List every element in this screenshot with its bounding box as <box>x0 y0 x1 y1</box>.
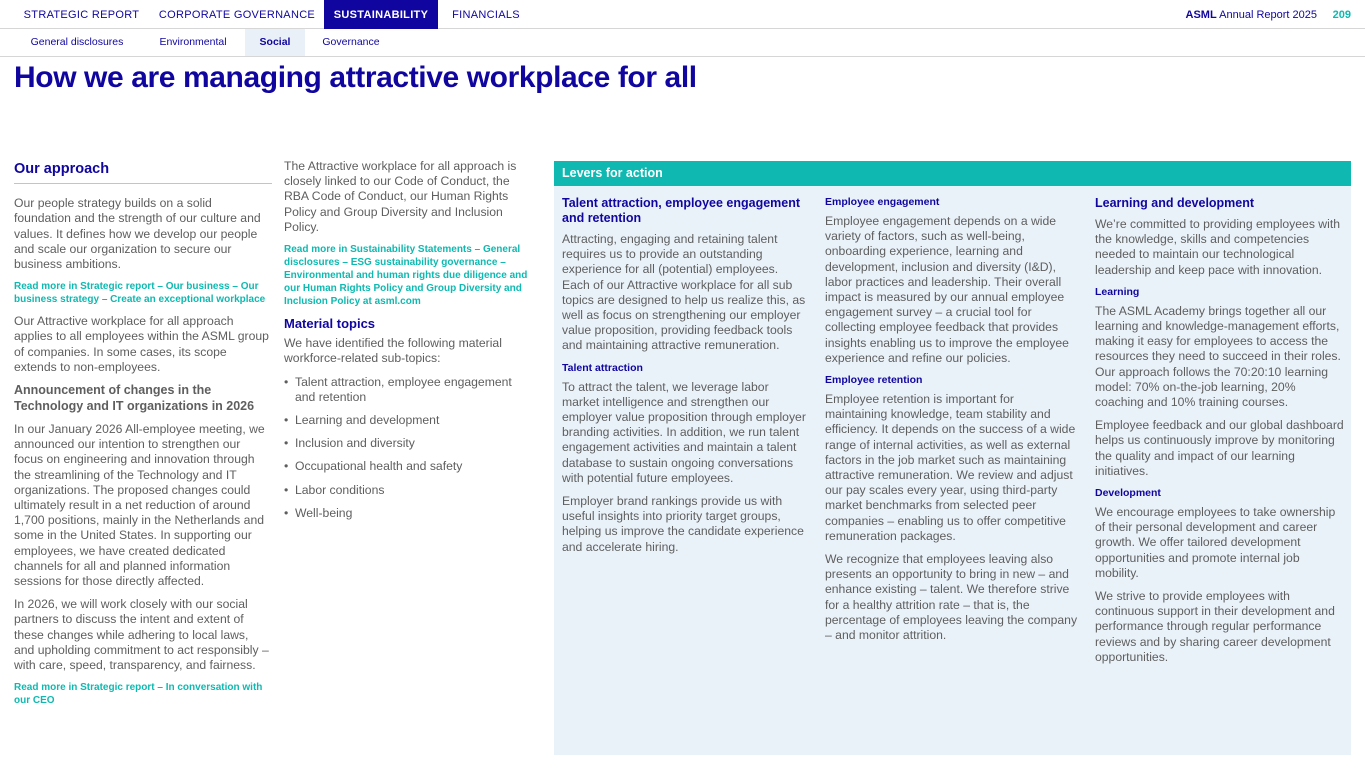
learning-paragraph: Employee feedback and our global dashboard helps us continuously improve by monitoring the quality and impact of our learning initiatives. <box>1095 418 1344 478</box>
announcement-heading: Announcement of changes in the Technology and IT organizations in 2026 <box>14 383 255 413</box>
subtab-governance[interactable]: Governance <box>322 36 380 48</box>
employee-engagement-subheading: Employee engagement <box>825 196 940 208</box>
approach-paragraph: In 2026, we will work closely with our social partners to discuss the intent and extent of these changes while adhering to local laws, and upholding commitment to act responsibly – with care, speed, transparency, and fairness. <box>14 597 269 673</box>
report-name: Annual Report 2025 <box>1219 9 1317 21</box>
approach-heading: Our approach <box>14 162 272 184</box>
employee-retention-subheading: Employee retention <box>825 374 923 387</box>
list-item: • Well-being <box>284 506 532 521</box>
talent-paragraph: To attract the talent, we leverage labor market intelligence and strengthen our employer value proposition through employer branding activities. In addition, we run talent engagement activities and maintain a talent database to sustain ongoing conversations with potential future employees. <box>562 379 806 485</box>
talent-paragraph: Employer brand rankings provide us with useful insights into priority target groups, helping us improve the candidate experience and accelerate hiring. <box>562 494 804 554</box>
talent-attraction-subheading: Talent attraction <box>562 361 643 374</box>
material-topics-list <box>284 375 532 521</box>
learning-column <box>1095 196 1345 673</box>
learning-paragraph: The ASML Academy brings together all our learning and knowledge-management efforts, making it easy for employees to access the resources they need to succeed in their roles. Our approach follows the 70:20:10 learning model: 70% on-the-job learning, 20% coaching and 10% training courses. <box>1095 303 1341 410</box>
approach-paragraph: Our people strategy builds on a solid foundation and the strength of our culture and values. It defines how we develop our people and scale our organization to secure our business ambitions. <box>14 196 261 272</box>
list-item: • Learning and development <box>284 413 532 428</box>
tab-financials[interactable]: FINANCIALS <box>452 9 520 21</box>
subtab-general-disclosures[interactable]: General disclosures <box>30 36 124 48</box>
levers-panel <box>554 161 1351 755</box>
read-more-link[interactable]: Read more in Sustainability Statements – General disclosures – ESG sustainability governance – Environmental and human rights due diligence and our Human Rights Policy and Group Diversity and Inclusion Policy at asml.com <box>284 244 528 308</box>
levers-heading: Levers for action <box>554 161 1351 186</box>
tab-corporate-governance[interactable]: CORPORATE GOVERNANCE <box>158 9 316 21</box>
learning-subheading: Learning <box>1095 285 1140 298</box>
development-paragraph: We encourage employees to take ownership of their personal development and career growth. We offer tailored development opportunities and promote internal job mobility. <box>1095 505 1336 580</box>
top-navigation <box>0 0 1365 29</box>
read-more-link[interactable]: Read more in Strategic report – In conversation with our CEO <box>14 682 263 707</box>
subtab-environmental[interactable]: Environmental <box>159 36 227 48</box>
approach-column <box>14 162 272 715</box>
engagement-paragraph: Employee engagement depends on a wide variety of factors, such as well-being, onboarding experience, learning and development, inclusion and diversity (I&D), labor practices and leadership. Their overall impact is measured by our annual employee engagement survey – a crucial tool for collecting employee feedback that provides insights enabling us to improve the employee experience and refine our policies. <box>825 214 1069 365</box>
development-subheading: Development <box>1095 487 1161 500</box>
list-item: • Inclusion and diversity <box>284 436 532 451</box>
material-topics-heading: Material topics <box>284 316 376 332</box>
policy-paragraph: The Attractive workplace for all approach is closely linked to our Code of Conduct, the RBA Code of Conduct, our Human Rights Policy and Group Diversity and Inclusion Policy. <box>284 159 517 234</box>
report-brand: ASML <box>1185 9 1217 21</box>
approach-paragraph: Our Attractive workplace for all approach applies to all employees within the ASML group of companies. In some cases, its scope extends to non-employees. <box>14 314 269 374</box>
page-title: How we are managing attractive workplace for all <box>14 61 697 94</box>
tab-strategic-report[interactable]: STRATEGIC REPORT <box>23 9 140 21</box>
development-paragraph: We strive to provide employees with continuous support in their development and performance through regular performance reviews and by sharing career development opportunities. <box>1095 589 1335 664</box>
report-title <box>1186 9 1317 21</box>
sub-navigation <box>0 29 1365 57</box>
list-item: • Labor conditions <box>284 483 532 498</box>
read-more-link[interactable]: Read more in Strategic report – Our business – Our business strategy – Create an exceptional workplace <box>14 281 266 306</box>
talent-column <box>562 196 808 563</box>
list-item: • Talent attraction, employee engagement and retention <box>284 375 532 405</box>
material-topics-intro: We have identified the following material workforce-related sub-topics: <box>284 336 502 366</box>
learning-heading: Learning and development <box>1095 196 1255 210</box>
tab-sustainability[interactable]: SUSTAINABILITY <box>324 0 438 29</box>
learning-paragraph: We’re committed to providing employees with the knowledge, skills and competencies needed to maintain our technological leadership and keep pace with innovation. <box>1095 217 1340 277</box>
retention-paragraph: Employee retention is important for maintaining knowledge, team stability and efficiency. It depends on the success of a wide range of internal activities, as well as external factors in the job market such as maintaining attractive remuneration. We review and adjust our pay scales every year, using third-party market benchmarks from selected peer companies – enabling us to offer competitive remuneration packages. <box>825 392 1076 543</box>
page-number: 209 <box>1332 9 1351 21</box>
talent-paragraph: Attracting, engaging and retaining talent requires us to provide an outstanding experience for all (potential) employees. Each of our Attractive workplace for all sub topics are designed to help us realize this, as well as focus on strengthening our employer value proposition, providing feedback tools and maintaining attractive remuneration. <box>562 232 806 353</box>
retention-paragraph: We recognize that employees leaving also presents an opportunity to bring in new – and enhance existing – talent. We therefore strive for a healthy attrition rate – that is, the percentage of employees leaving the company – and monitor attrition. <box>825 552 1078 643</box>
talent-heading: Talent attraction, employee engagement and retention <box>562 196 801 225</box>
list-item: • Occupational health and safety <box>284 459 532 474</box>
approach-paragraph: In our January 2026 All-employee meeting, we announced our intention to strengthen our focus on engineering and innovation through the streamlining of the Technology and IT organizations. The proposed changes could ultimately result in a net reduction of around 1,700 positions, mainly in the Netherlands and some in the United States. In supporting our employees, we have created dedicated channels for all and planned information sessions for those directly affected. <box>14 422 265 589</box>
policy-column <box>284 159 532 529</box>
subtab-social[interactable]: Social <box>245 29 305 56</box>
engagement-column <box>825 196 1078 651</box>
